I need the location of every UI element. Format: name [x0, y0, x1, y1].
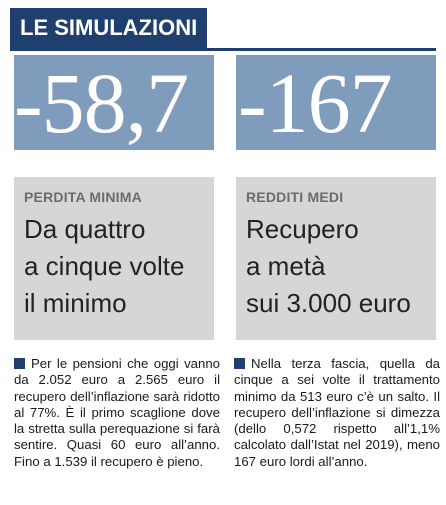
headline-line: il minimo: [24, 288, 127, 318]
body-paragraph: Per le pensioni che oggi vanno da 2.052 euro a 2.565 euro il recupero dell’inflazione sarà ridotto al 77%. È il primo scaglione dove la stretta sulla perequazione si farà sentire. Quasi 60 euro all’anno. Fino a 1.539 il recupero è pieno.: [14, 356, 220, 469]
headline-line: sui 3.000 euro: [246, 288, 411, 318]
kicker: REDDITI MEDI: [246, 189, 344, 205]
panel-middle-income: [236, 55, 436, 340]
body-text-left: [14, 356, 220, 470]
headline-line: a cinque volte: [24, 251, 185, 281]
body-paragraph: Nella terza fascia, quella da cinque a sei volte il trattamento minimo da 513 euro c’è un salto. Il recupero dell’inflazione si dimezza (dello 0,572 rispetto all’1,1% calcolato dall’Istat nel 2019), meno 167 euro lordi all’anno.: [234, 356, 440, 469]
big-number-box: [14, 55, 214, 150]
big-number-box: [236, 55, 436, 150]
kicker: PERDITA MINIMA: [24, 189, 142, 205]
headline-line: Recupero: [246, 214, 359, 244]
section-title: LE SIMULAZIONI: [10, 8, 207, 48]
headline-line: Da quattro: [24, 214, 146, 244]
big-number: -167: [238, 55, 392, 150]
headline: [24, 211, 212, 322]
headline-box: [236, 177, 436, 340]
body-text-right: [234, 356, 440, 470]
header-bar: [10, 8, 436, 51]
panel-minimum-loss: [14, 55, 214, 340]
headline: [246, 211, 434, 322]
big-number: -58,7: [14, 55, 189, 150]
bullet-square-icon: [234, 358, 245, 369]
headline-box: [14, 177, 214, 340]
headline-line: a metà: [246, 251, 326, 281]
bullet-square-icon: [14, 358, 25, 369]
